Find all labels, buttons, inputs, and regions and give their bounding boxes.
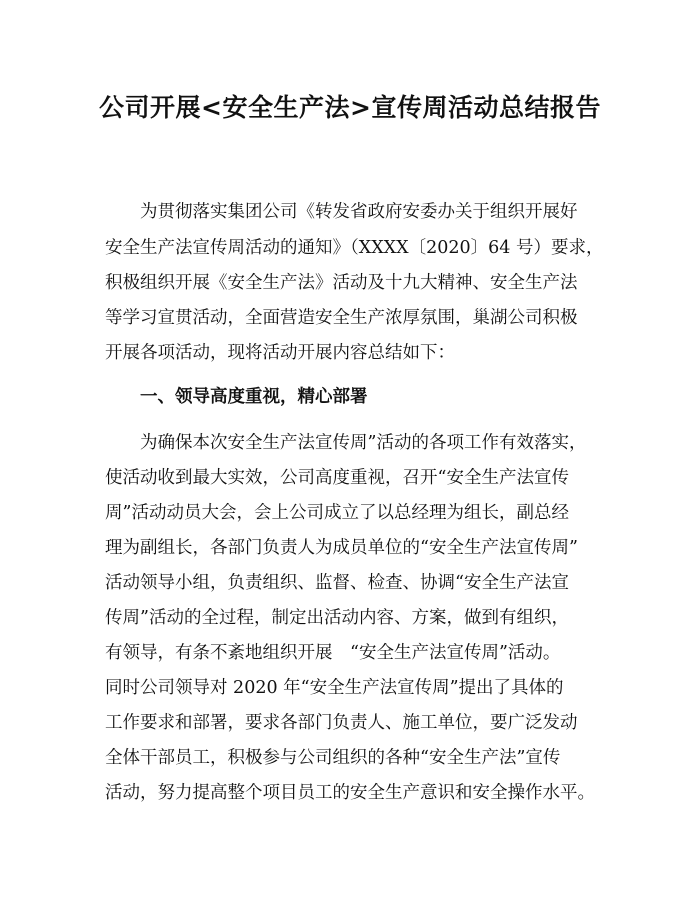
body-line: 工作要求和部署，要求各部门负责人、施工单位，要广泛发动 (105, 713, 578, 733)
body-line: 有领导，有条不紊地组织开展 “安全生产法宣传周”活动。 (105, 643, 561, 663)
body-line: 同时公司领导对 2020 年“安全生产法宣传周”提出了具体的 (105, 678, 564, 698)
body-line: 全体干部员工，积极参与公司组织的各种“安全生产法”宣传 (105, 748, 561, 768)
section-heading: 一、领导高度重视，精心部署 (140, 387, 368, 407)
body-line: 传周”活动的全过程，制定出活动内容、方案，做到有组织， (105, 608, 569, 628)
body-line: 活动，努力提高整个项目员工的安全生产意识和安全操作水平。 (105, 783, 595, 803)
body-line: 活动领导小组，负责组织、监督、检查、协调“安全生产法宣 (105, 573, 569, 593)
body-line: 使活动收到最大实效，公司高度重视，召开“安全生产法宣传 (105, 468, 569, 488)
body-line: 理为副组长，各部门负责人为成员单位的“安全生产法宣传周” (105, 538, 578, 558)
body-line: 周”活动动员大会，会上公司成立了以总经理为组长，副总经 (105, 503, 569, 523)
intro-line: 开展各项活动，现将活动开展内容总结如下： (105, 343, 455, 363)
intro-line: 积极组织开展《安全生产法》活动及十九大精神、安全生产法 (105, 273, 578, 293)
intro-line: 安全生产法宣传周活动的通知》（XXXX〔2020〕64 号）要求， (105, 238, 604, 258)
intro-line: 为贯彻落实集团公司《转发省政府安委办关于组织开展好 (140, 202, 578, 222)
intro-line: 等学习宣贯活动，全面营造安全生产浓厚氛围，巢湖公司积极 (105, 308, 578, 328)
document-title: 公司开展<安全生产法>宣传周活动总结报告 (99, 93, 601, 122)
body-line: 为确保本次安全生产法宣传周”活动的各项工作有效落实， (140, 433, 587, 453)
